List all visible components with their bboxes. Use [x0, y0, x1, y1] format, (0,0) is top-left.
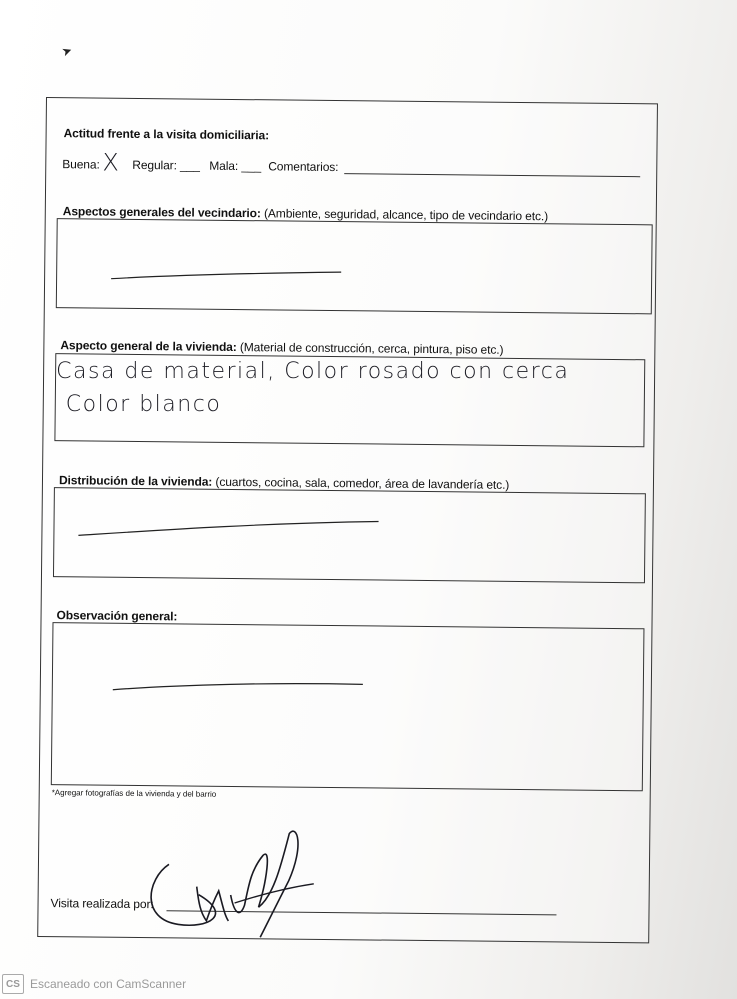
photo-footnote: *Agregar fotografías de la vivienda y del barrio	[51, 788, 217, 799]
attitude-heading: Actitud frente a la visita domiciliaria:	[63, 126, 270, 143]
housing-handwriting-line1: Casa de material, Color rosado con cerca	[56, 358, 570, 384]
good-checkmark: X	[102, 148, 121, 177]
observation-box	[51, 622, 645, 791]
camscanner-logo: CS	[2, 974, 24, 994]
housing-heading: Aspecto general de la vivienda:	[60, 338, 237, 355]
corner-mark: ➤	[59, 42, 75, 60]
distribution-hint: (cuartos, cocina, sala, comedor, área de lavandería etc.)	[215, 474, 510, 492]
housing-handwriting-line2: Color blanco	[65, 392, 222, 418]
neighborhood-hint: (Ambiente, seguridad, alcance, tipo de vecindario etc.)	[263, 206, 549, 224]
good-label: Buena:	[62, 157, 100, 172]
handwritten-signature	[138, 824, 329, 941]
observation-strike-line	[113, 679, 363, 696]
observation-heading: Observación general:	[56, 608, 178, 624]
neighborhood-heading: Aspectos generales del vecindario:	[62, 204, 261, 221]
visit-by-label: Visita realizada por:	[50, 896, 154, 912]
camscanner-caption: Escaneado con CamScanner	[30, 977, 187, 991]
form-frame	[37, 97, 658, 943]
comments-line	[344, 173, 640, 177]
distribution-heading: Distribución de la vivienda:	[58, 473, 213, 489]
camscanner-watermark	[2, 973, 186, 995]
neighborhood-box	[56, 218, 653, 314]
distribution-strike-line	[78, 515, 378, 542]
regular-label: Regular: ___	[132, 157, 200, 173]
comments-label: Comentarios:	[268, 159, 339, 175]
bad-label: Mala: ___	[209, 158, 262, 174]
neighborhood-strike-line	[111, 269, 341, 285]
housing-hint: (Material de construcción, cerca, pintura, piso etc.)	[239, 340, 504, 357]
